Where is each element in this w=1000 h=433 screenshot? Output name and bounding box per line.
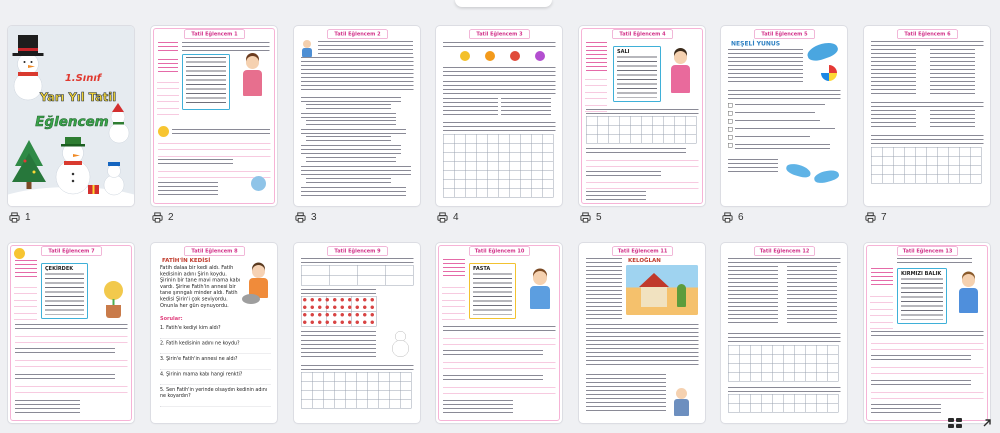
option-text xyxy=(735,144,830,149)
question-text xyxy=(871,331,984,336)
question-text xyxy=(15,324,128,329)
printer-icon[interactable] xyxy=(865,212,876,223)
exercise-text xyxy=(501,98,551,118)
question-text xyxy=(301,97,401,102)
page-number: 3 xyxy=(311,211,317,223)
girl-illustration xyxy=(246,56,259,69)
worksheet-title: Tatil Eğlencem 1 xyxy=(184,30,245,40)
boy-illustration xyxy=(676,388,687,399)
page-label-7 xyxy=(865,210,887,224)
page-thumbnail-12[interactable] xyxy=(579,243,705,423)
number-grid xyxy=(586,116,697,144)
option-text xyxy=(735,128,835,130)
question-text xyxy=(15,374,115,379)
page-thumbnail-5[interactable] xyxy=(579,26,705,206)
story-text: Fatih dalaa bir kedi aldı. Fatih kedisinin adını Şirin koydu. Şirinin bir tane mavi mama kabı vardı. Şirine Fatih'in annesi bir tane şırıngalı minder aldı. Fatih kedisi Şirin'i çok seviyordu. Onunla her gün oynuyordu. xyxy=(160,265,241,309)
question-text xyxy=(301,187,406,196)
worksheet-title: Tatil Eğlencem 3 xyxy=(469,30,530,40)
page-number: 2 xyxy=(168,211,174,223)
poem-box xyxy=(469,263,516,319)
checkbox[interactable] xyxy=(728,127,733,132)
boy-illustration-body xyxy=(674,399,689,416)
question-text xyxy=(586,374,666,414)
page-label-4 xyxy=(437,210,459,224)
poem-title: SALI xyxy=(617,49,630,55)
dolphin-illustration xyxy=(785,162,812,179)
page-thumbnail-3[interactable] xyxy=(294,26,420,206)
checkbox[interactable] xyxy=(728,103,733,108)
instruction-text xyxy=(182,42,270,51)
girl-illustration-body xyxy=(671,65,690,93)
girl-illustration xyxy=(962,274,975,287)
page-thumbnail-11[interactable] xyxy=(436,243,562,423)
side-label xyxy=(158,59,178,74)
writing-lines xyxy=(442,281,465,321)
flower-illustration xyxy=(104,281,123,300)
page-label-5 xyxy=(580,210,602,224)
instruction-text xyxy=(728,90,841,99)
instruction-text xyxy=(301,331,376,336)
grid-view-button[interactable] xyxy=(948,415,962,433)
checkbox[interactable] xyxy=(728,111,733,116)
page-thumbnail-10[interactable] xyxy=(294,243,420,423)
arrow-up-right-icon xyxy=(982,418,992,428)
poem-title: KIRMIZI BALIK xyxy=(901,271,942,277)
poem-title: ÇEKİRDEK xyxy=(45,266,74,272)
exercise-column xyxy=(871,110,916,130)
writing-lines xyxy=(586,154,699,167)
writing-lines xyxy=(15,330,128,344)
question-item: 3. Şirin'e Fatih'in annesi ne aldı? xyxy=(160,356,271,370)
dot-counting-table xyxy=(301,296,377,327)
cover-title-line1: 1.Sınıf xyxy=(64,73,102,84)
exercise-text xyxy=(443,81,556,94)
car-icon xyxy=(510,51,520,61)
number-grid xyxy=(728,394,839,413)
instruction-text xyxy=(871,102,984,107)
student-info-lines xyxy=(871,268,893,288)
girl-illustration-body xyxy=(959,288,978,313)
option-text xyxy=(735,136,810,138)
instruction-text xyxy=(586,109,699,114)
house-wall xyxy=(641,287,667,307)
exercise-column xyxy=(871,49,916,97)
question-item: 5. Sen Fatih'in yerinde olsaydın kedinin adını ne koyardın? xyxy=(160,387,271,407)
questions-label: Sorular: xyxy=(160,316,183,322)
student-info-lines xyxy=(158,42,178,53)
writing-lines xyxy=(157,76,179,121)
story-heading: KELOĞLAN xyxy=(628,257,661,264)
worksheet-title: Tatil Eğlencem 4 xyxy=(612,30,673,40)
page-thumbnail-4[interactable] xyxy=(436,26,562,206)
instruction-text xyxy=(728,333,841,342)
question-text xyxy=(158,159,233,164)
answer-choices xyxy=(306,178,391,183)
smiley-icon xyxy=(14,248,25,259)
instruction-text xyxy=(443,42,556,47)
checkbox[interactable] xyxy=(728,119,733,124)
page-thumbnail-6[interactable] xyxy=(721,26,847,206)
student-info-lines xyxy=(15,260,37,279)
writing-lines xyxy=(443,356,556,370)
page-thumbnail-8[interactable] xyxy=(8,243,134,423)
number-grid xyxy=(871,147,982,184)
story-text xyxy=(586,258,622,319)
worksheet-title: Tatil Eğlencem 9 xyxy=(327,247,388,257)
child-illustration-body xyxy=(530,286,550,309)
question-text xyxy=(301,113,396,118)
page-thumbnail-14[interactable] xyxy=(864,243,990,423)
writing-lines xyxy=(443,381,556,395)
page-thumbnail-1[interactable] xyxy=(8,26,134,206)
worksheet-title: Tatil Eğlencem 11 xyxy=(612,247,673,257)
cover-title-line3: Eğlencem xyxy=(35,114,109,130)
worksheet-title: Tatil Eğlencem 5 xyxy=(754,30,815,40)
dolphin-illustration xyxy=(813,168,840,185)
story-text xyxy=(728,49,803,85)
writing-lines xyxy=(871,361,984,375)
flower-icon xyxy=(535,51,545,61)
reading-text xyxy=(301,57,414,93)
worksheet-title: Tatil Eğlencem 7 xyxy=(41,247,102,257)
reading-text xyxy=(318,41,413,54)
page-thumbnail-2[interactable] xyxy=(151,26,277,206)
worksheet-title: Tatil Eğlencem 13 xyxy=(897,247,958,257)
story-heading: NEŞELİ YUNUS xyxy=(731,40,781,47)
number-grid xyxy=(728,345,839,382)
cat-illustration xyxy=(242,294,260,304)
page-thumbnail-9[interactable] xyxy=(151,243,277,423)
girl-illustration-body xyxy=(243,70,262,96)
page-number: 1 xyxy=(25,211,31,223)
page-number: 7 xyxy=(881,211,887,223)
printer-icon[interactable] xyxy=(437,212,448,223)
exercise-column xyxy=(787,266,837,326)
instruction-text xyxy=(301,289,376,294)
question-text xyxy=(586,191,646,200)
page-label-2 xyxy=(152,210,174,224)
answer-choices xyxy=(306,120,396,125)
question-text xyxy=(158,182,218,196)
instruction-text xyxy=(871,41,984,46)
poem-box xyxy=(41,263,88,319)
student-info-lines xyxy=(586,42,607,71)
flower-pot xyxy=(106,305,121,318)
question-text xyxy=(301,129,406,134)
house-roof xyxy=(639,273,669,287)
printer-icon[interactable] xyxy=(722,212,733,223)
checkbox[interactable] xyxy=(728,143,733,148)
questions-list xyxy=(160,325,271,409)
worksheet-title: Tatil Eğlencem 12 xyxy=(754,247,815,257)
worksheet-title: Tatil Eğlencem 8 xyxy=(184,247,245,257)
exercise-text xyxy=(443,67,556,76)
question-text xyxy=(301,145,401,154)
smiley-icon xyxy=(158,126,169,137)
writing-lines xyxy=(871,386,984,400)
exercise-column xyxy=(930,49,975,97)
page-label-1 xyxy=(9,210,31,224)
writing-lines xyxy=(870,290,893,330)
writing-lines xyxy=(14,281,37,321)
question-text xyxy=(871,404,941,415)
question-text xyxy=(443,375,543,380)
exercise-column xyxy=(930,110,975,130)
cover-title-line2: Yarı Yıl Tatil xyxy=(39,90,117,104)
instruction-text xyxy=(728,258,841,263)
question-text xyxy=(728,159,778,172)
question-text xyxy=(15,400,80,414)
page-thumbnail-7[interactable] xyxy=(864,26,990,206)
writing-lines xyxy=(586,176,699,189)
question-text xyxy=(172,129,270,134)
exercise-column xyxy=(728,266,778,326)
poem-box xyxy=(897,268,947,324)
question-item: 1. Fatih'e kediyi kim aldı? xyxy=(160,325,271,339)
question-text xyxy=(443,350,543,355)
question-text xyxy=(443,326,556,331)
beach-ball-icon xyxy=(821,65,837,81)
story-heading: FATİH'İN KEDİSİ xyxy=(162,257,211,264)
snowman-icon-body xyxy=(392,340,409,357)
question-text xyxy=(301,166,411,175)
sun-icon xyxy=(485,51,495,61)
option-text xyxy=(735,120,820,122)
question-item: 4. Şirinin mama kabı hangi renkti? xyxy=(160,372,271,386)
poem-title: FASTA xyxy=(473,266,491,272)
writing-lines xyxy=(15,380,128,394)
answer-choices xyxy=(306,136,391,141)
question-text xyxy=(586,324,699,368)
instruction-text xyxy=(443,122,556,131)
checkbox[interactable] xyxy=(728,135,733,140)
question-text xyxy=(871,355,971,360)
dolphin-illustration xyxy=(805,39,839,64)
writing-lines xyxy=(443,332,556,346)
worksheet-title: Tatil Eğlencem 10 xyxy=(469,247,530,257)
printer-icon[interactable] xyxy=(295,212,306,223)
instruction-text xyxy=(301,258,414,263)
writing-lines xyxy=(871,337,984,351)
answer-choices xyxy=(306,104,391,109)
printer-icon[interactable] xyxy=(152,212,163,223)
option-text xyxy=(735,104,825,106)
page-label-6 xyxy=(722,210,744,224)
page-number: 6 xyxy=(738,211,744,223)
question-text xyxy=(15,348,115,353)
writing-lines xyxy=(15,354,128,368)
child-illustration xyxy=(303,40,311,48)
student-info-lines xyxy=(443,259,465,279)
expand-button[interactable] xyxy=(982,415,992,433)
figure-illustration xyxy=(677,284,686,307)
answer-choices xyxy=(306,157,396,162)
exercise-text xyxy=(443,98,498,118)
page-number: 5 xyxy=(596,211,602,223)
worksheet-title: Tatil Eğlencem 6 xyxy=(897,30,958,40)
worksheet-title: Tatil Eğlencem 2 xyxy=(327,30,388,40)
question-text xyxy=(586,148,686,153)
page-label-3 xyxy=(295,210,317,224)
instruction-text xyxy=(871,135,984,144)
top-toolbar-tab[interactable] xyxy=(455,0,552,7)
grid-view-icon xyxy=(948,418,962,428)
instruction-text xyxy=(728,387,841,392)
girl-illustration xyxy=(674,51,687,64)
question-text xyxy=(443,400,513,414)
question-text xyxy=(871,380,971,385)
exercise-text xyxy=(301,340,376,360)
question-item: 2. Fatih kedisinin adını ne koydu? xyxy=(160,341,271,355)
instruction-text xyxy=(301,365,414,370)
child-illustration xyxy=(533,271,547,285)
poem-box xyxy=(182,54,230,110)
page-number: 4 xyxy=(453,211,459,223)
option-text xyxy=(735,112,815,114)
instruction-text xyxy=(897,258,972,265)
poem-box xyxy=(613,46,661,102)
writing-lines xyxy=(158,137,271,157)
page-thumbnail-13[interactable] xyxy=(721,243,847,423)
table xyxy=(301,265,414,286)
bee-icon xyxy=(460,51,470,61)
decoration-illustration xyxy=(251,176,266,191)
number-grid xyxy=(443,134,554,198)
number-grid xyxy=(301,372,412,409)
printer-icon[interactable] xyxy=(9,212,20,223)
boy-illustration xyxy=(252,265,265,278)
cover-illustration xyxy=(8,26,134,206)
printer-icon[interactable] xyxy=(580,212,591,223)
